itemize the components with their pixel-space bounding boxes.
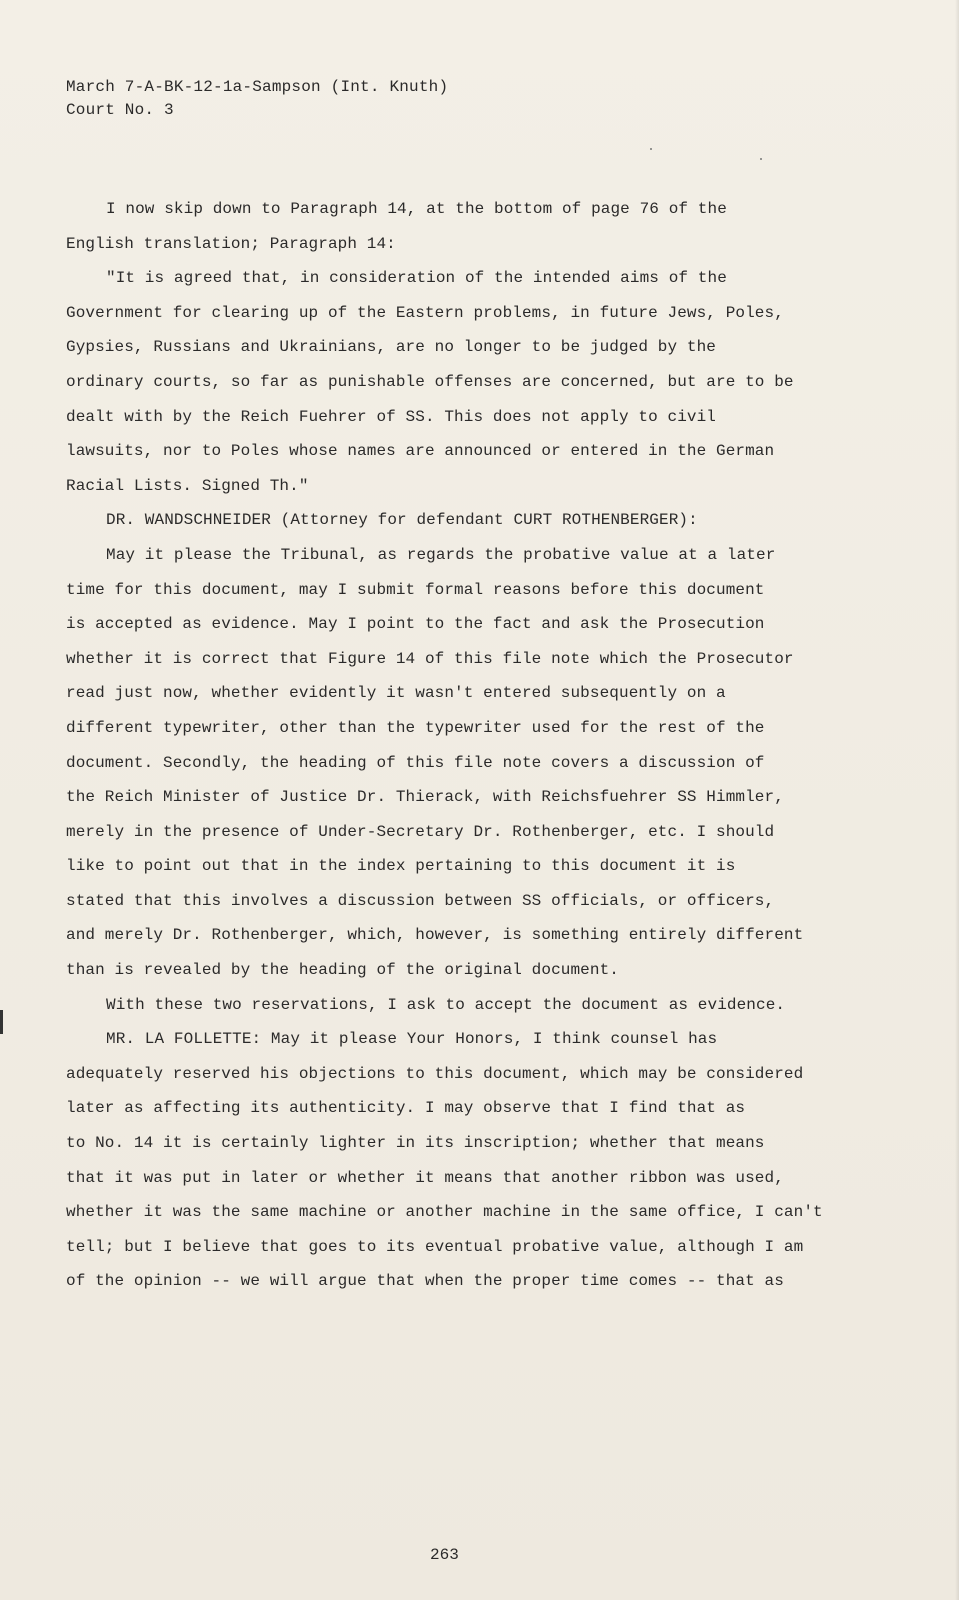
text-line: later as affecting its authenticity. I may observe that I find that as — [66, 1099, 746, 1118]
text-line: different typewriter, other than the typewriter used for the rest of the — [66, 718, 765, 737]
page-edge-shadow — [955, 0, 959, 1600]
text-line: and merely Dr. Rothenberger, which, however, is something entirely different — [66, 926, 804, 945]
text-line: With these two reservations, I ask to accept the document as evidence. — [106, 995, 786, 1014]
text-line: merely in the presence of Under-Secretary Dr. Rothenberger, etc. I should — [66, 822, 775, 841]
speaker-line: DR. WANDSCHNEIDER (Attorney for defendant CURT ROTHENBERGER): — [106, 511, 698, 530]
text-line: stated that this involves a discussion between SS officials, or officers, — [66, 891, 775, 910]
text-line: whether it was the same machine or another machine in the same office, I can't — [66, 1203, 823, 1222]
speaker-line: MR. LA FOLLETTE: May it please Your Honors, I think counsel has — [106, 1030, 718, 1049]
text-line: ordinary courts, so far as punishable offenses are concerned, but are to be — [66, 372, 794, 391]
text-line: I now skip down to Paragraph 14, at the bottom of page 76 of the — [106, 200, 727, 218]
text-line: to No. 14 it is certainly lighter in its inscription; whether that means — [66, 1134, 765, 1153]
text-line: tell; but I believe that goes to its eventual probative value, although I am — [66, 1237, 804, 1256]
text-line: lawsuits, nor to Poles whose names are announced or entered in the German — [66, 442, 775, 461]
text-line: adequately reserved his objections to this document, which may be considered — [66, 1064, 804, 1083]
header-court: Court No. 3 — [66, 101, 174, 119]
document-header — [66, 76, 448, 122]
text-line: the Reich Minister of Justice Dr. Thierack, with Reichsfuehrer SS Himmler, — [66, 788, 784, 807]
text-line: like to point out that in the index pertaining to this document it is — [66, 857, 736, 876]
text-line: of the opinion -- we will argue that when the proper time comes -- that as — [66, 1272, 784, 1291]
text-line: whether it is correct that Figure 14 of this file note which the Prosecutor — [66, 649, 794, 668]
text-line: than is revealed by the heading of the original document. — [66, 961, 619, 980]
text-line: English translation; Paragraph 14: — [66, 234, 396, 253]
text-line: May it please the Tribunal, as regards the probative value at a later — [106, 545, 776, 564]
page-number: 263 — [430, 1546, 459, 1564]
header-reference: March 7-A-BK-12-1a-Sampson (Int. Knuth) — [66, 78, 449, 96]
text-line: dealt with by the Reich Fuehrer of SS. This does not apply to civil — [66, 407, 717, 426]
binding-mark — [0, 1010, 3, 1034]
paper-speck — [650, 148, 652, 150]
text-line: read just now, whether evidently it wasn't entered subsequently on a — [66, 684, 726, 703]
text-line: document. Secondly, the heading of this file note covers a discussion of — [66, 753, 765, 772]
transcript-body — [66, 192, 936, 1299]
text-line: is accepted as evidence. May I point to the fact and ask the Prosecution — [66, 615, 765, 634]
text-line: Gypsies, Russians and Ukrainians, are no longer to be judged by the — [66, 338, 717, 357]
text-line: Racial Lists. Signed Th." — [66, 476, 309, 495]
text-line: "It is agreed that, in consideration of the intended aims of the — [106, 269, 727, 288]
text-line: time for this document, may I submit formal reasons before this document — [66, 580, 765, 599]
text-line: that it was put in later or whether it means that another ribbon was used, — [66, 1168, 784, 1187]
text-line: Government for clearing up of the Eastern problems, in future Jews, Poles, — [66, 303, 784, 322]
paper-speck — [760, 158, 762, 160]
